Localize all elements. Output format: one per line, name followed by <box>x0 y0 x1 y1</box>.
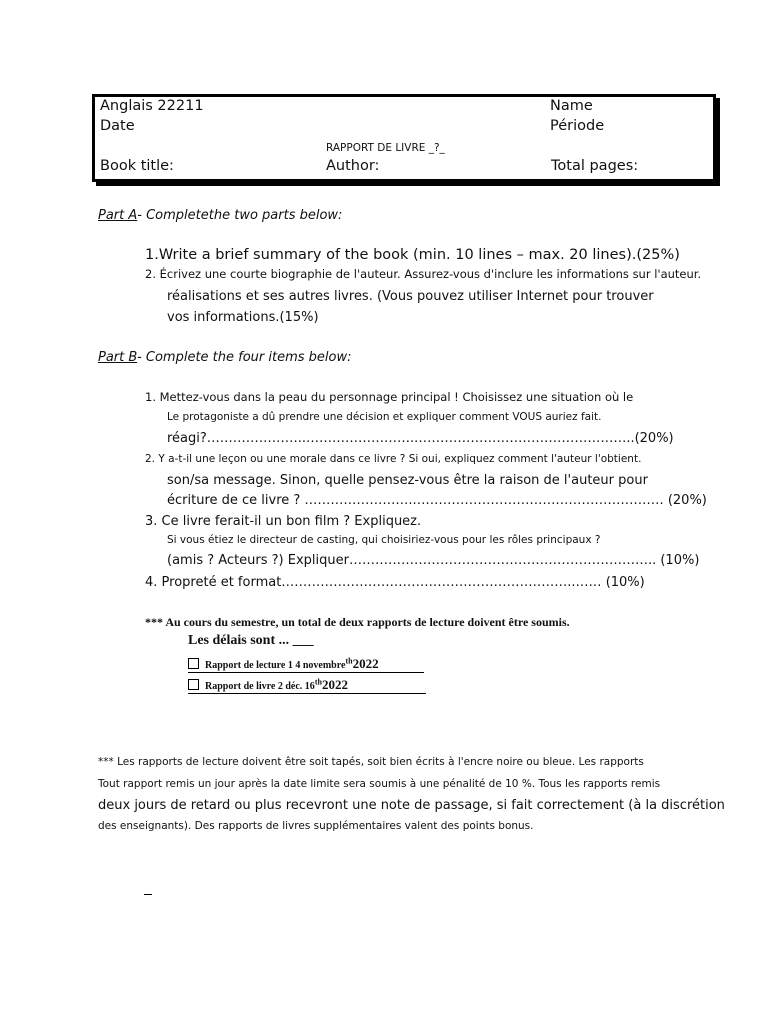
date-label: Date <box>100 118 135 134</box>
name-label: Name <box>550 98 593 114</box>
checkbox-icon <box>188 658 199 669</box>
course-label: Anglais 22211 <box>100 98 204 114</box>
deadline-1-sup: th <box>345 656 353 666</box>
part-a-item-2-line-3: vos informations.(15%) <box>167 310 319 325</box>
part-b-item-2-line-1: 2. Y a-t-il une leçon ou une morale dans ce livre ? Si oui, expliquez comment l'auteur l'obtient. <box>145 453 642 465</box>
footer-line-4: des enseignants). Des rapports de livres supplémentaires valent des points bonus. <box>98 820 534 832</box>
part-a-item-2-line-1: 2. Écrivez une courte biographie de l'auteur. Assurez-vous d'inclure les informations sur l'auteur. <box>145 267 702 281</box>
part-b-item-4: 4. Propreté et format…………………………………………………………..…… (10%) <box>145 575 645 590</box>
deadline-2-text: Rapport de livre 2 déc. 16 <box>205 681 315 692</box>
footer-line-2: Tout rapport remis un jour après la date limite sera soumis à une pénalité de 10 %. Tous les rapports remis <box>98 778 661 790</box>
part-a-item-1: 1.Write a brief summary of the book (min. 10 lines – max. 20 lines).(25%) <box>145 247 680 263</box>
deadlines-label: Les délais sont ... ___ <box>188 633 314 648</box>
part-b-item-1-line-3: réagi?…………………..……………………..…………………………………………..(20%) <box>167 431 674 446</box>
part-b-item-1-line-1: 1. Mettez-vous dans la peau du personnage principal ! Choisissez une situation où le <box>145 390 634 404</box>
part-a-instruction: - Completethe two parts below: <box>137 208 343 223</box>
book-title-label: Book title: <box>100 158 174 174</box>
part-b-label: Part B <box>98 350 138 365</box>
part-b-item-3-line-3: (amis ? Acteurs ?) Expliquer…………………………………………………………….. (10%) <box>167 553 700 568</box>
deadline-1-text: Rapport de lecture 1 4 novembre <box>205 660 346 671</box>
deadline-2-year: 2022 <box>321 677 348 692</box>
deadline-1-year: 2022 <box>352 656 379 671</box>
part-b-instruction: - Complete the four items below: <box>137 350 352 365</box>
footer-line-3: deux jours de retard ou plus recevront une note de passage, si fait correctement (à la discrétion <box>98 798 725 813</box>
part-b-item-2-line-3: écriture de ce livre ? ……………………..………………………………………………… (20%) <box>167 493 707 508</box>
period-label: Période <box>550 118 605 134</box>
footer-line-1: *** Les rapports de lecture doivent être soit tapés, soit bien écrits à l'encre noire ou bleue. Les rapports <box>98 756 644 768</box>
part-b-item-2-line-2: son/sa message. Sinon, quelle pensez-vous être la raison de l'auteur pour <box>167 473 648 488</box>
author-label: Author: <box>326 158 380 174</box>
checkbox-icon <box>188 679 199 690</box>
part-b-item-1-line-2: Le protagoniste a dû prendre une décision et expliquer comment VOUS auriez fait. <box>167 411 602 423</box>
report-title: RAPPORT DE LIVRE _?_ <box>326 142 445 154</box>
deadline-2 <box>188 677 426 694</box>
part-a-item-2-line-2: réalisations et ses autres livres. (Vous pouvez utiliser Internet pour trouver <box>167 289 654 304</box>
part-a-heading <box>98 208 342 223</box>
deadline-2-sup: th <box>314 677 322 687</box>
part-a-label: Part A <box>98 208 138 223</box>
deadline-1 <box>188 656 424 673</box>
stray-dash <box>144 894 152 895</box>
semester-notice: *** Au cours du semestre, un total de deux rapports de lecture doivent être soumis. <box>145 615 570 629</box>
part-b-heading <box>98 350 352 365</box>
part-b-item-3-line-1: 3. Ce livre ferait-il un bon film ? Expliquez. <box>145 514 422 529</box>
part-b-item-3-line-2: Si vous étiez le directeur de casting, qui choisiriez-vous pour les rôles principaux ? <box>167 534 601 546</box>
total-pages-label: Total pages: <box>551 158 639 174</box>
